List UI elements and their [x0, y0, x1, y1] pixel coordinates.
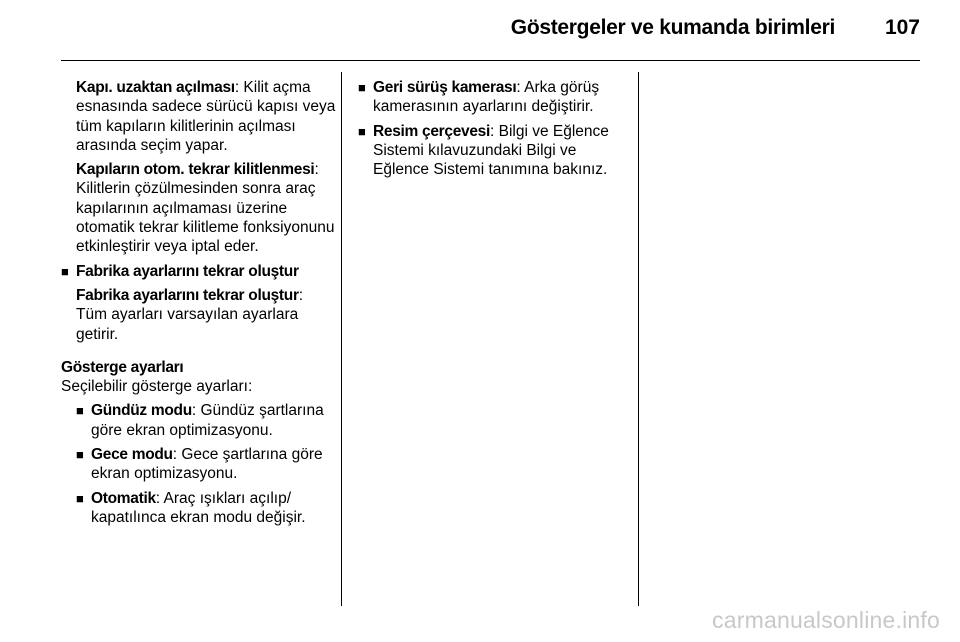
header-divider: [61, 60, 920, 61]
rear-camera-text: : Arka görüş kamerasının ayarlarını değiştirir.: [373, 79, 600, 116]
bullet-icon: ■: [76, 403, 84, 419]
factory-reset-bullet-label: Fabrika ayarlarını tekrar oluştur: [76, 262, 299, 280]
night-mode-item: [76, 445, 336, 484]
auto-relock-text: : Kilitlerin çözülmesinden sonra araç kapılarının açılmaması üzerine otomatik tekrar kilitleme fonksiyonunu etkinleştirir veya iptal eder.: [76, 161, 335, 256]
factory-reset-entry: [61, 286, 336, 344]
display-settings-intro: Seçilebilir gösterge ayarları:: [61, 378, 253, 396]
automatic-term: Otomatik: [91, 489, 156, 507]
remote-unlock-term: Kapı. uzaktan açılması: [76, 79, 235, 96]
bullet-icon: ■: [61, 263, 69, 279]
display-settings-heading: [61, 358, 336, 377]
page-title: Göstergeler ve kumanda birimleri: [510, 16, 835, 39]
night-mode-term: Gece modu: [91, 446, 173, 464]
factory-reset-bullet-item: [61, 262, 336, 281]
picture-frame-item: [358, 122, 630, 180]
remote-unlock-entry: [61, 78, 336, 155]
display-settings-heading-text: Gösterge ayarları: [61, 358, 184, 376]
day-mode-text: : Gündüz şartlarına göre ekran optimizasyonu.: [91, 402, 324, 439]
column-2: [358, 78, 630, 184]
remote-unlock-text: : Kilit açma esnasında sadece sürücü kapısı veya tüm kapıların kilitlerinin açılması arasında seçim yapar.: [76, 79, 336, 154]
watermark-logo: carmanualsonline.info: [712, 607, 940, 633]
automatic-text: : Araç ışıkları açılıp/ kapatılınca ekran modu değişir.: [91, 489, 306, 526]
auto-relock-entry: [61, 160, 336, 256]
rear-camera-item: [358, 78, 630, 117]
section-gap: [61, 349, 336, 358]
picture-frame-term: Resim çerçevesi: [373, 122, 491, 140]
page-number: 107: [884, 16, 920, 39]
picture-frame-text: : Bilgi ve Eğlence Sistemi kılavuzundaki Bilgi ve Eğlence Sistemi tanımına bakınız.: [373, 122, 609, 179]
bullet-icon: ■: [76, 490, 84, 506]
auto-relock-term: Kapıların otom. tekrar kilitlenmesi: [76, 161, 315, 179]
page-header: [61, 0, 920, 62]
automatic-item: [76, 489, 336, 528]
factory-reset-term: Fabrika ayarlarını tekrar oluştur: [76, 286, 299, 304]
bullet-icon: ■: [358, 123, 366, 139]
column-divider-1: [341, 72, 342, 606]
factory-reset-text: : Tüm ayarları varsayılan ayarlara getirir.: [76, 286, 304, 343]
day-mode-term: Gündüz modu: [91, 402, 192, 420]
day-mode-item: [76, 401, 336, 440]
bullet-icon: ■: [358, 80, 366, 95]
rear-camera-term: Geri sürüş kamerası: [373, 79, 517, 96]
bullet-icon: ■: [76, 447, 84, 463]
night-mode-text: : Gece şartlarına göre ekran optimizasyonu.: [91, 446, 323, 483]
column-1: [61, 78, 336, 532]
column-divider-2: [638, 72, 639, 606]
